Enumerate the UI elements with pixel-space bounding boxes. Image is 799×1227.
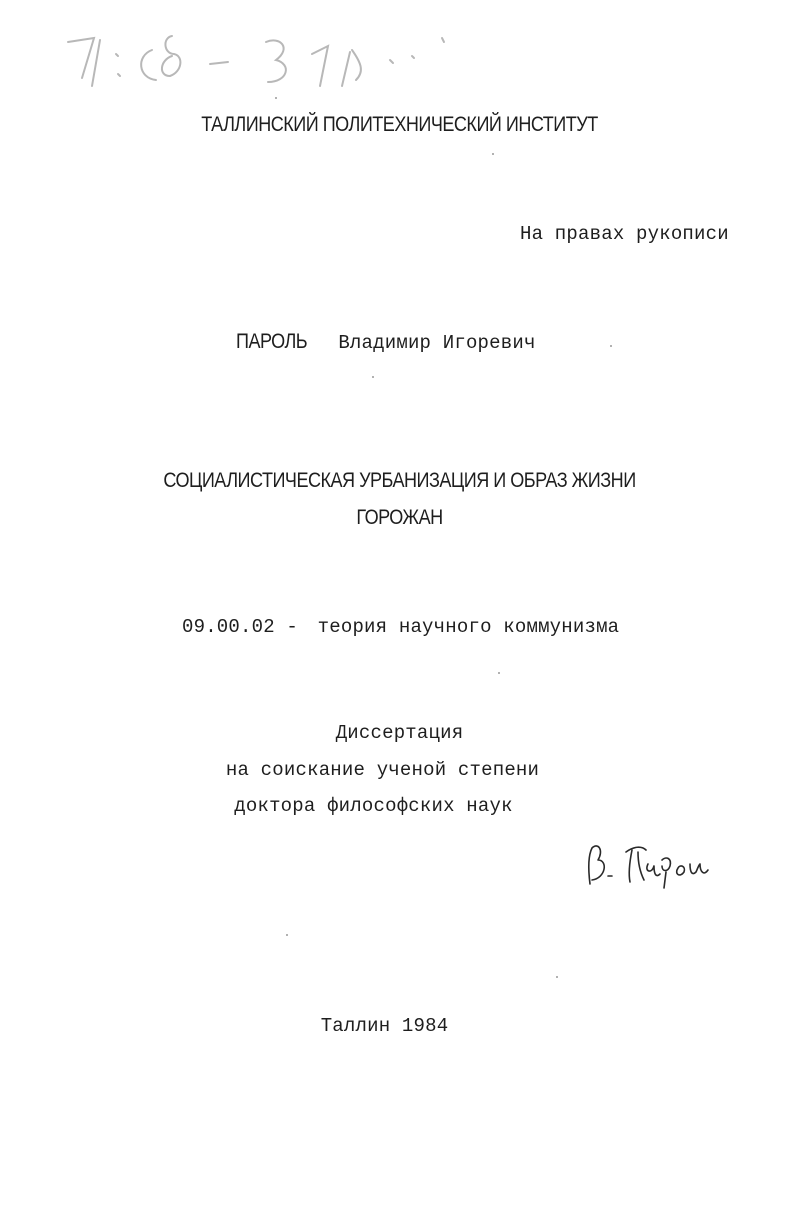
degree-line-1: Диссертация	[335, 722, 464, 744]
specialty-code: 09.00.02 -	[182, 616, 299, 638]
author-line	[236, 330, 536, 355]
scan-speck	[498, 672, 500, 674]
scan-speck	[275, 97, 277, 99]
scan-speck	[372, 376, 374, 378]
archive-number-handwriting	[60, 20, 480, 105]
dissertation-title-line-1: СОЦИАЛИСТИЧЕСКАЯ УРБАНИЗАЦИЯ И ОБРАЗ ЖИЗНИ	[163, 469, 636, 492]
author-surname: ПАРОЛЬ	[236, 330, 308, 353]
rights-note: На правах рукописи	[520, 223, 729, 245]
dissertation-title-line-2: ГОРОЖАН	[356, 506, 443, 529]
specialty-name: теория научного коммунизма	[317, 616, 620, 638]
scan-speck	[556, 976, 558, 978]
scan-speck	[610, 345, 612, 347]
scan-speck	[492, 153, 494, 155]
degree-line-3: доктора философских наук	[234, 795, 513, 817]
specialty-line	[182, 615, 619, 639]
author-signature	[582, 838, 722, 894]
author-given-names: Владимир Игоревич	[338, 332, 536, 354]
place-and-year: Таллин 1984	[320, 1015, 449, 1037]
institution-name: ТАЛЛИНСКИЙ ПОЛИТЕХНИЧЕСКИЙ ИНСТИТУТ	[201, 113, 598, 136]
degree-line-2: на соискание ученой степени	[225, 759, 540, 781]
scan-speck	[286, 934, 288, 936]
